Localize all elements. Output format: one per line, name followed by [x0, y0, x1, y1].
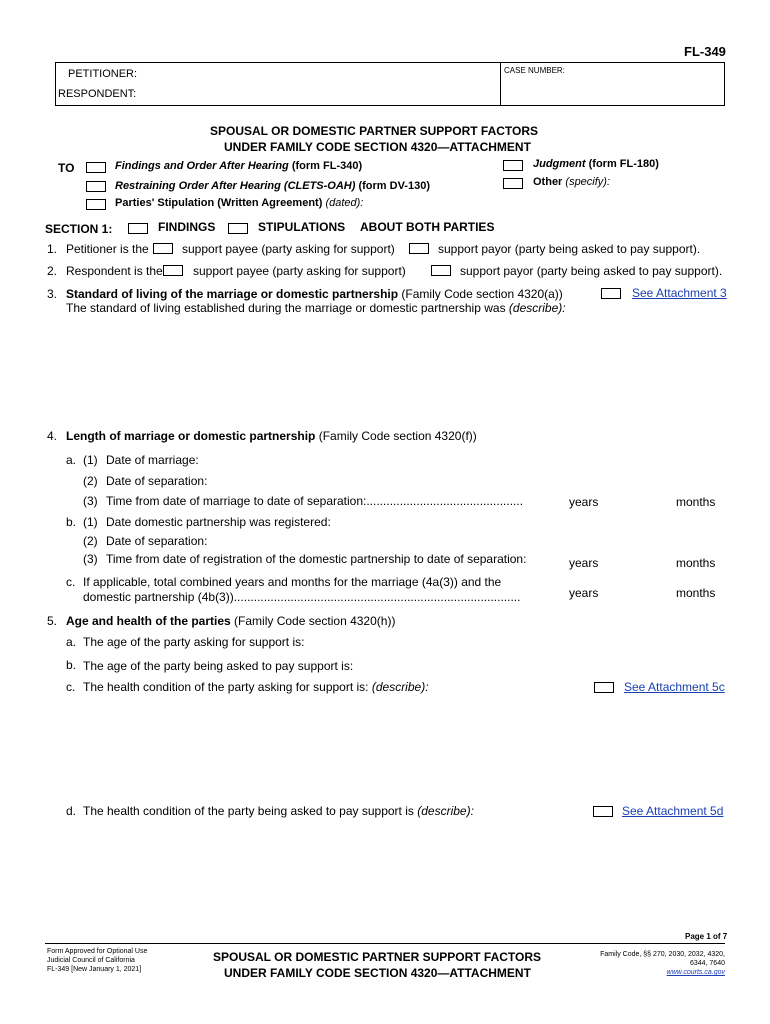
item-4b-label: b.	[66, 515, 77, 529]
health-party-asking-label: The health condition of the party asking for support is: (describe):	[83, 680, 429, 694]
checkbox-stipulations[interactable]	[228, 223, 248, 234]
section-1-label: SECTION 1:	[45, 222, 113, 236]
item-3-heading: Standard of living of the marriage or domestic partnership (Family Code section 4320(a))	[66, 287, 563, 301]
to-label: TO	[58, 161, 75, 175]
page-title-line1: SPOUSAL OR DOMESTIC PARTNER SUPPORT FACTORS	[210, 124, 539, 138]
checkbox-restraining-order[interactable]	[86, 181, 106, 192]
combined-total-line1: If applicable, total combined years and months for the marriage (4a(3)) and the	[83, 575, 502, 589]
respondent-field[interactable]	[135, 86, 495, 104]
checkbox-petitioner-payor[interactable]	[409, 243, 429, 254]
to-option-judgment: Judgment (form FL-180)	[533, 158, 659, 170]
item-4a1-number: (1)	[83, 453, 98, 467]
item-4a-label: a.	[66, 453, 77, 467]
item-4b1-number: (1)	[83, 515, 98, 529]
item-4-heading: Length of marriage or domestic partnership (Family Code section 4320(f))	[66, 429, 477, 443]
item-5-number: 5.	[47, 614, 58, 628]
item-1-number: 1.	[47, 242, 58, 256]
date-of-separation-label-a: Date of separation:	[106, 474, 208, 488]
item-2-number: 2.	[47, 264, 58, 278]
footer-title-line2: UNDER FAMILY CODE SECTION 4320—ATTACHMENT	[224, 966, 531, 980]
case-number-label: CASE NUMBER:	[504, 66, 565, 75]
months-label-b3: months	[676, 556, 716, 570]
age-party-asking-label: The age of the party asking for support is:	[83, 635, 305, 649]
item-4c-label: c.	[66, 575, 76, 589]
footer-right-block: Family Code, §§ 270, 2030, 2032, 4320, 6344, 7640 www.courts.ca.gov	[580, 950, 725, 977]
to-option-other: Other (specify):	[533, 176, 611, 188]
see-attachment-3-link[interactable]: See Attachment 3	[632, 286, 727, 300]
date-of-separation-label-b: Date of separation:	[106, 534, 208, 548]
checkbox-respondent-payee[interactable]	[163, 265, 183, 276]
years-label-b3: years	[569, 556, 599, 570]
checkbox-attachment-5d[interactable]	[593, 806, 613, 817]
checkbox-other[interactable]	[503, 178, 523, 189]
date-of-marriage-label: Date of marriage:	[106, 453, 199, 467]
item-2-text: Respondent is the	[66, 264, 163, 278]
footer-title-line1: SPOUSAL OR DOMESTIC PARTNER SUPPORT FACTORS	[213, 950, 542, 964]
checkbox-judgment[interactable]	[503, 160, 523, 171]
footer-divider	[45, 943, 725, 944]
health-party-paying-label: The health condition of the party being asked to pay support is (describe):	[83, 804, 474, 818]
checkbox-stipulation[interactable]	[86, 199, 106, 210]
stipulations-label: STIPULATIONS	[258, 220, 346, 234]
item-4-number: 4.	[47, 429, 58, 443]
petitioner-field[interactable]	[135, 66, 495, 84]
checkbox-respondent-payor[interactable]	[431, 265, 451, 276]
item-5c-label: c.	[66, 680, 76, 694]
courts-website-link[interactable]: www.courts.ca.gov	[666, 969, 725, 976]
petitioner-label: PETITIONER:	[68, 68, 138, 80]
see-attachment-5d-link[interactable]: See Attachment 5d	[622, 804, 724, 818]
item-5b-label: b.	[66, 658, 77, 672]
months-label-c: months	[676, 586, 716, 600]
item-5a-label: a.	[66, 635, 77, 649]
to-option-findings-order: Findings and Order After Hearing (form FL-340)	[115, 160, 363, 172]
combined-total-line2: domestic partnership (4b(3))......................................................................................	[83, 590, 521, 604]
checkbox-attachment-3[interactable]	[601, 288, 621, 299]
item-4a2-number: (2)	[83, 474, 98, 488]
age-party-paying-label: The age of the party being asked to pay support is:	[83, 659, 354, 673]
form-id: FL-349	[684, 44, 726, 59]
item-4a3-number: (3)	[83, 494, 98, 508]
page-title-line2: UNDER FAMILY CODE SECTION 4320—ATTACHMENT	[224, 140, 531, 154]
item-4b3-number: (3)	[83, 552, 98, 566]
respondent-payee-label: support payee (party asking for support)	[193, 264, 406, 278]
checkbox-attachment-5c[interactable]	[594, 682, 614, 693]
respondent-payor-label: support payor (party being asked to pay support).	[460, 264, 723, 278]
footer-left-block: Form Approved for Optional Use Judicial Council of California FL-349 [New January 1, 2021]	[47, 948, 148, 973]
findings-label: FINDINGS	[158, 220, 216, 234]
case-number-field[interactable]	[504, 78, 722, 104]
checkbox-findings-order[interactable]	[86, 162, 106, 173]
months-label-a3: months	[676, 495, 716, 509]
page-number: Page 1 of 7	[685, 932, 728, 941]
about-both-parties-label: ABOUT BOTH PARTIES	[360, 220, 495, 234]
years-label-c: years	[569, 586, 599, 600]
petitioner-payor-label: support payor (party being asked to pay support).	[438, 242, 701, 256]
item-5-heading: Age and health of the parties (Family Code section 4320(h))	[66, 614, 396, 628]
see-attachment-5c-link[interactable]: See Attachment 5c	[624, 680, 725, 694]
item-1-text: Petitioner is the	[66, 242, 149, 256]
caption-divider	[500, 62, 501, 106]
time-marriage-to-separation-label: Time from date of marriage to date of separation:...............................................	[106, 494, 524, 508]
respondent-label: RESPONDENT:	[58, 88, 137, 100]
to-option-restraining-order: Restraining Order After Hearing (CLETS-OAH) (form DV-130)	[115, 180, 430, 192]
item-3-number: 3.	[47, 287, 58, 301]
checkbox-petitioner-payee[interactable]	[153, 243, 173, 254]
date-partnership-registered-label: Date domestic partnership was registered:	[106, 515, 331, 529]
item-4b2-number: (2)	[83, 534, 98, 548]
petitioner-payee-label: support payee (party asking for support)	[182, 242, 395, 256]
years-label-a3: years	[569, 495, 599, 509]
item-3-description: The standard of living established during the marriage or domestic partnership was (describe):	[66, 301, 566, 315]
time-registration-to-separation-label: Time from date of registration of the domestic partnership to date of separation:	[106, 552, 527, 566]
checkbox-findings[interactable]	[128, 223, 148, 234]
to-option-stipulation: Parties' Stipulation (Written Agreement) (dated):	[115, 197, 364, 209]
item-5d-label: d.	[66, 804, 77, 818]
